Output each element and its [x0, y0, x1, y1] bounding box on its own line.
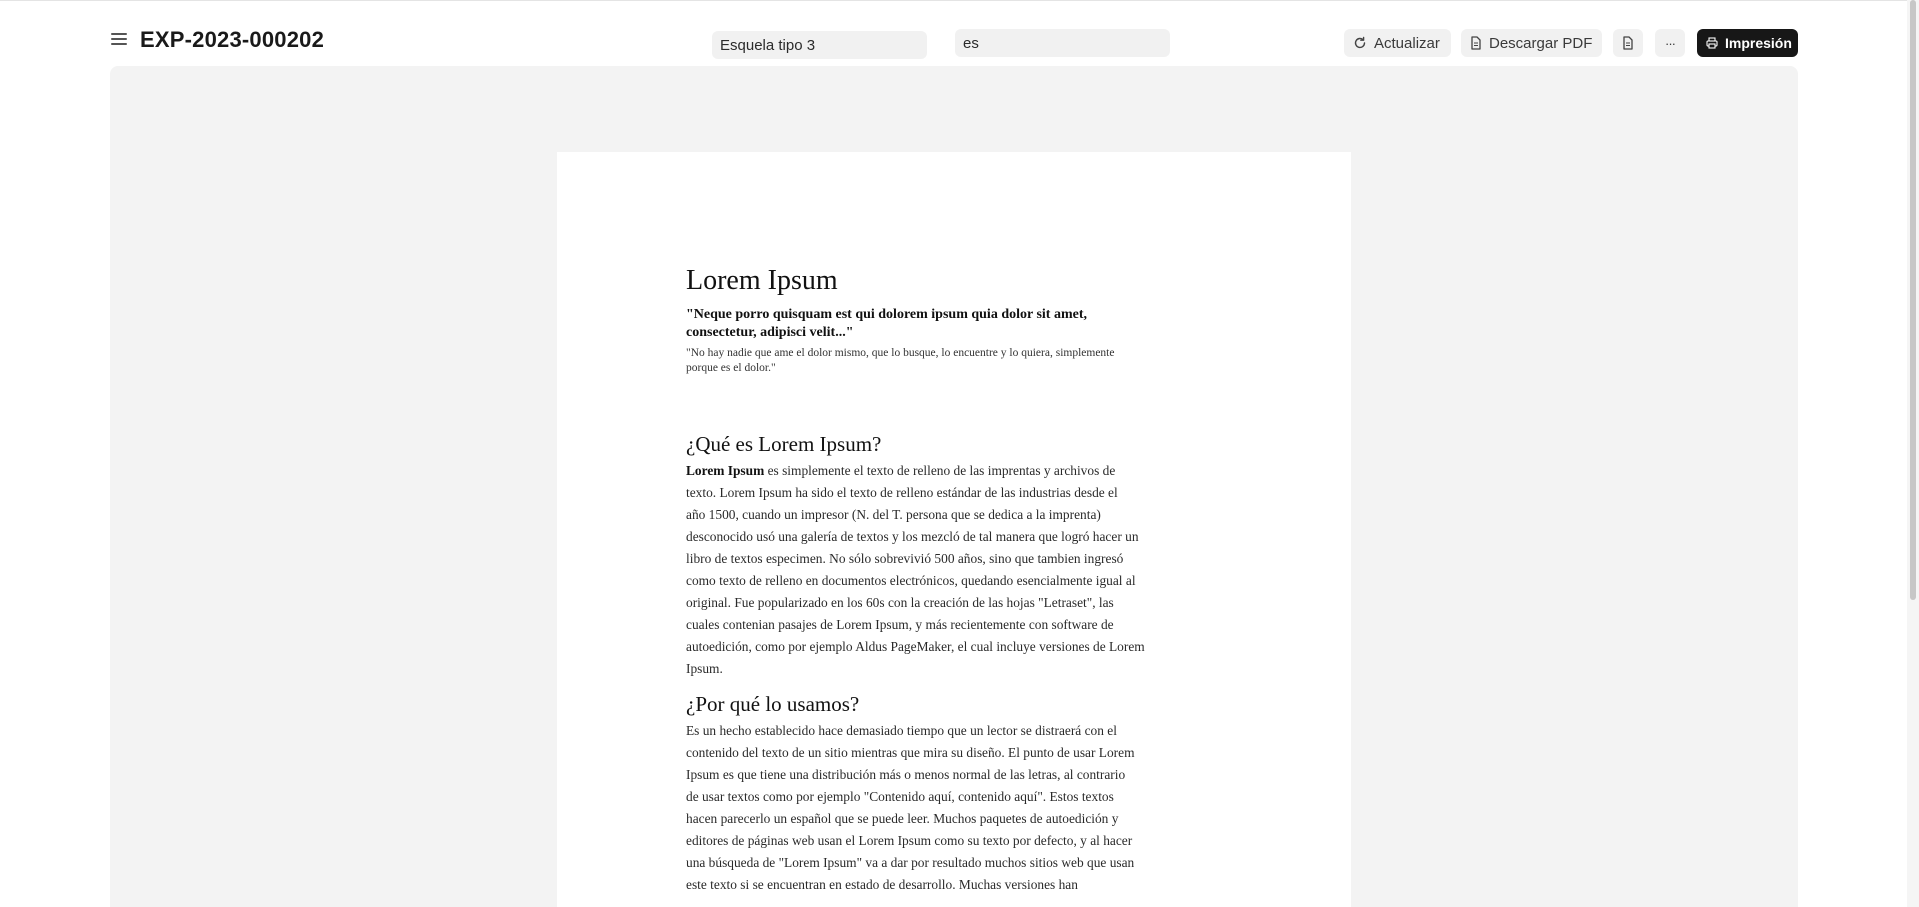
- section-heading-what: ¿Qué es Lorem Ipsum?: [686, 432, 882, 456]
- document-quote: "Neque porro quisquam est qui dolorem ipsum quia dolor sit amet, consectetur, adipisci velit...": [686, 307, 1087, 340]
- paragraph-line: este texto si se encuentran en estado de desarrollo. Muchas versiones han: [686, 877, 1078, 892]
- document-icon: [1622, 36, 1634, 50]
- paragraph-line: hacen parecerlo un español que se puede leer. Muchos paquetes de autoedición y: [686, 811, 1119, 826]
- section-paragraph-what: [686, 460, 1162, 680]
- more-options-button[interactable]: [1655, 29, 1685, 57]
- paragraph-line: de usar textos como por ejemplo "Contenido aquí, contenido aquí". Estos textos: [686, 789, 1114, 804]
- printer-icon: [1706, 37, 1718, 49]
- paragraph-line: original. Fue popularizado en los 60s con la creación de las hojas "Letraset", las: [686, 595, 1114, 610]
- menu-icon[interactable]: [110, 31, 128, 47]
- scrollbar-thumb[interactable]: [1910, 0, 1916, 600]
- lead-bold-text: Lorem Ipsum: [686, 463, 765, 478]
- paragraph-line: cuales contenian pasajes de Lorem Ipsum, y más recientemente con software de: [686, 617, 1114, 632]
- document-content: [686, 262, 1162, 896]
- refresh-icon: [1353, 36, 1367, 50]
- paragraph-line: editores de páginas web usan el Lorem Ipsum como su texto por defecto, y al hacer: [686, 833, 1133, 848]
- paragraph-line: autoedición, como por ejemplo Aldus PageMaker, el cual incluye versiones de Lorem: [686, 639, 1145, 654]
- document-title: Lorem Ipsum: [686, 265, 838, 296]
- section-paragraph-why: [686, 720, 1162, 896]
- language-select[interactable]: es: [955, 29, 1170, 57]
- print-button[interactable]: [1697, 29, 1798, 57]
- download-pdf-button[interactable]: [1461, 29, 1602, 57]
- page-scrollbar[interactable]: [1907, 0, 1919, 907]
- refresh-label: Actualizar: [1374, 34, 1440, 52]
- document-view-button[interactable]: [1613, 29, 1643, 57]
- paragraph-line: texto. Lorem Ipsum ha sido el texto de relleno estándar de las industrias desde el: [686, 485, 1118, 500]
- paragraph-line: Es un hecho establecido hace demasiado tiempo que un lector se distraerá con el: [686, 723, 1117, 738]
- paragraph-line: año 1500, cuando un impresor (N. del T. persona que se dedica a la imprenta): [686, 507, 1101, 522]
- paragraph-line: una búsqueda de "Lorem Ipsum" va a dar por resultado muchos sitios web que usan: [686, 855, 1135, 870]
- more-icon: ···: [1665, 35, 1675, 51]
- paragraph-line: como texto de relleno en documentos electrónicos, quedando esencialmente igual al: [686, 573, 1136, 588]
- paragraph-line-text: es simplemente el texto de relleno de las imprentas y archivos de: [764, 463, 1116, 478]
- paragraph-line: libro de textos especimen. No sólo sobrevivió 500 años, sino que tambien ingresó: [686, 551, 1124, 566]
- section-heading-why: ¿Por qué lo usamos?: [686, 692, 860, 716]
- print-format-select[interactable]: Esquela tipo 3: [712, 31, 927, 59]
- file-icon: [1470, 36, 1482, 50]
- refresh-button[interactable]: [1344, 29, 1451, 57]
- page-title: EXP-2023-000202: [140, 27, 325, 52]
- paragraph-line: Ipsum es que tiene una distribución más o menos normal de las letras, al contrario: [686, 767, 1126, 782]
- paragraph-line: desconocido usó una galería de textos y los mezcló de tal manera que logró hacer un: [686, 529, 1139, 544]
- document-quote-translation: "No hay nadie que ame el dolor mismo, que lo busque, lo encuentre y lo quiera, simplemente porque es el dolor.": [686, 347, 1115, 374]
- paragraph-line: [686, 460, 1162, 482]
- toolbar: [0, 1, 1919, 65]
- print-label: Impresión: [1725, 35, 1792, 51]
- paragraph-line: contenido del texto de un sitio mientras que mira su diseño. El punto de usar Lorem: [686, 745, 1135, 760]
- paragraph-line: Ipsum.: [686, 661, 723, 676]
- download-pdf-label: Descargar PDF: [1489, 34, 1593, 52]
